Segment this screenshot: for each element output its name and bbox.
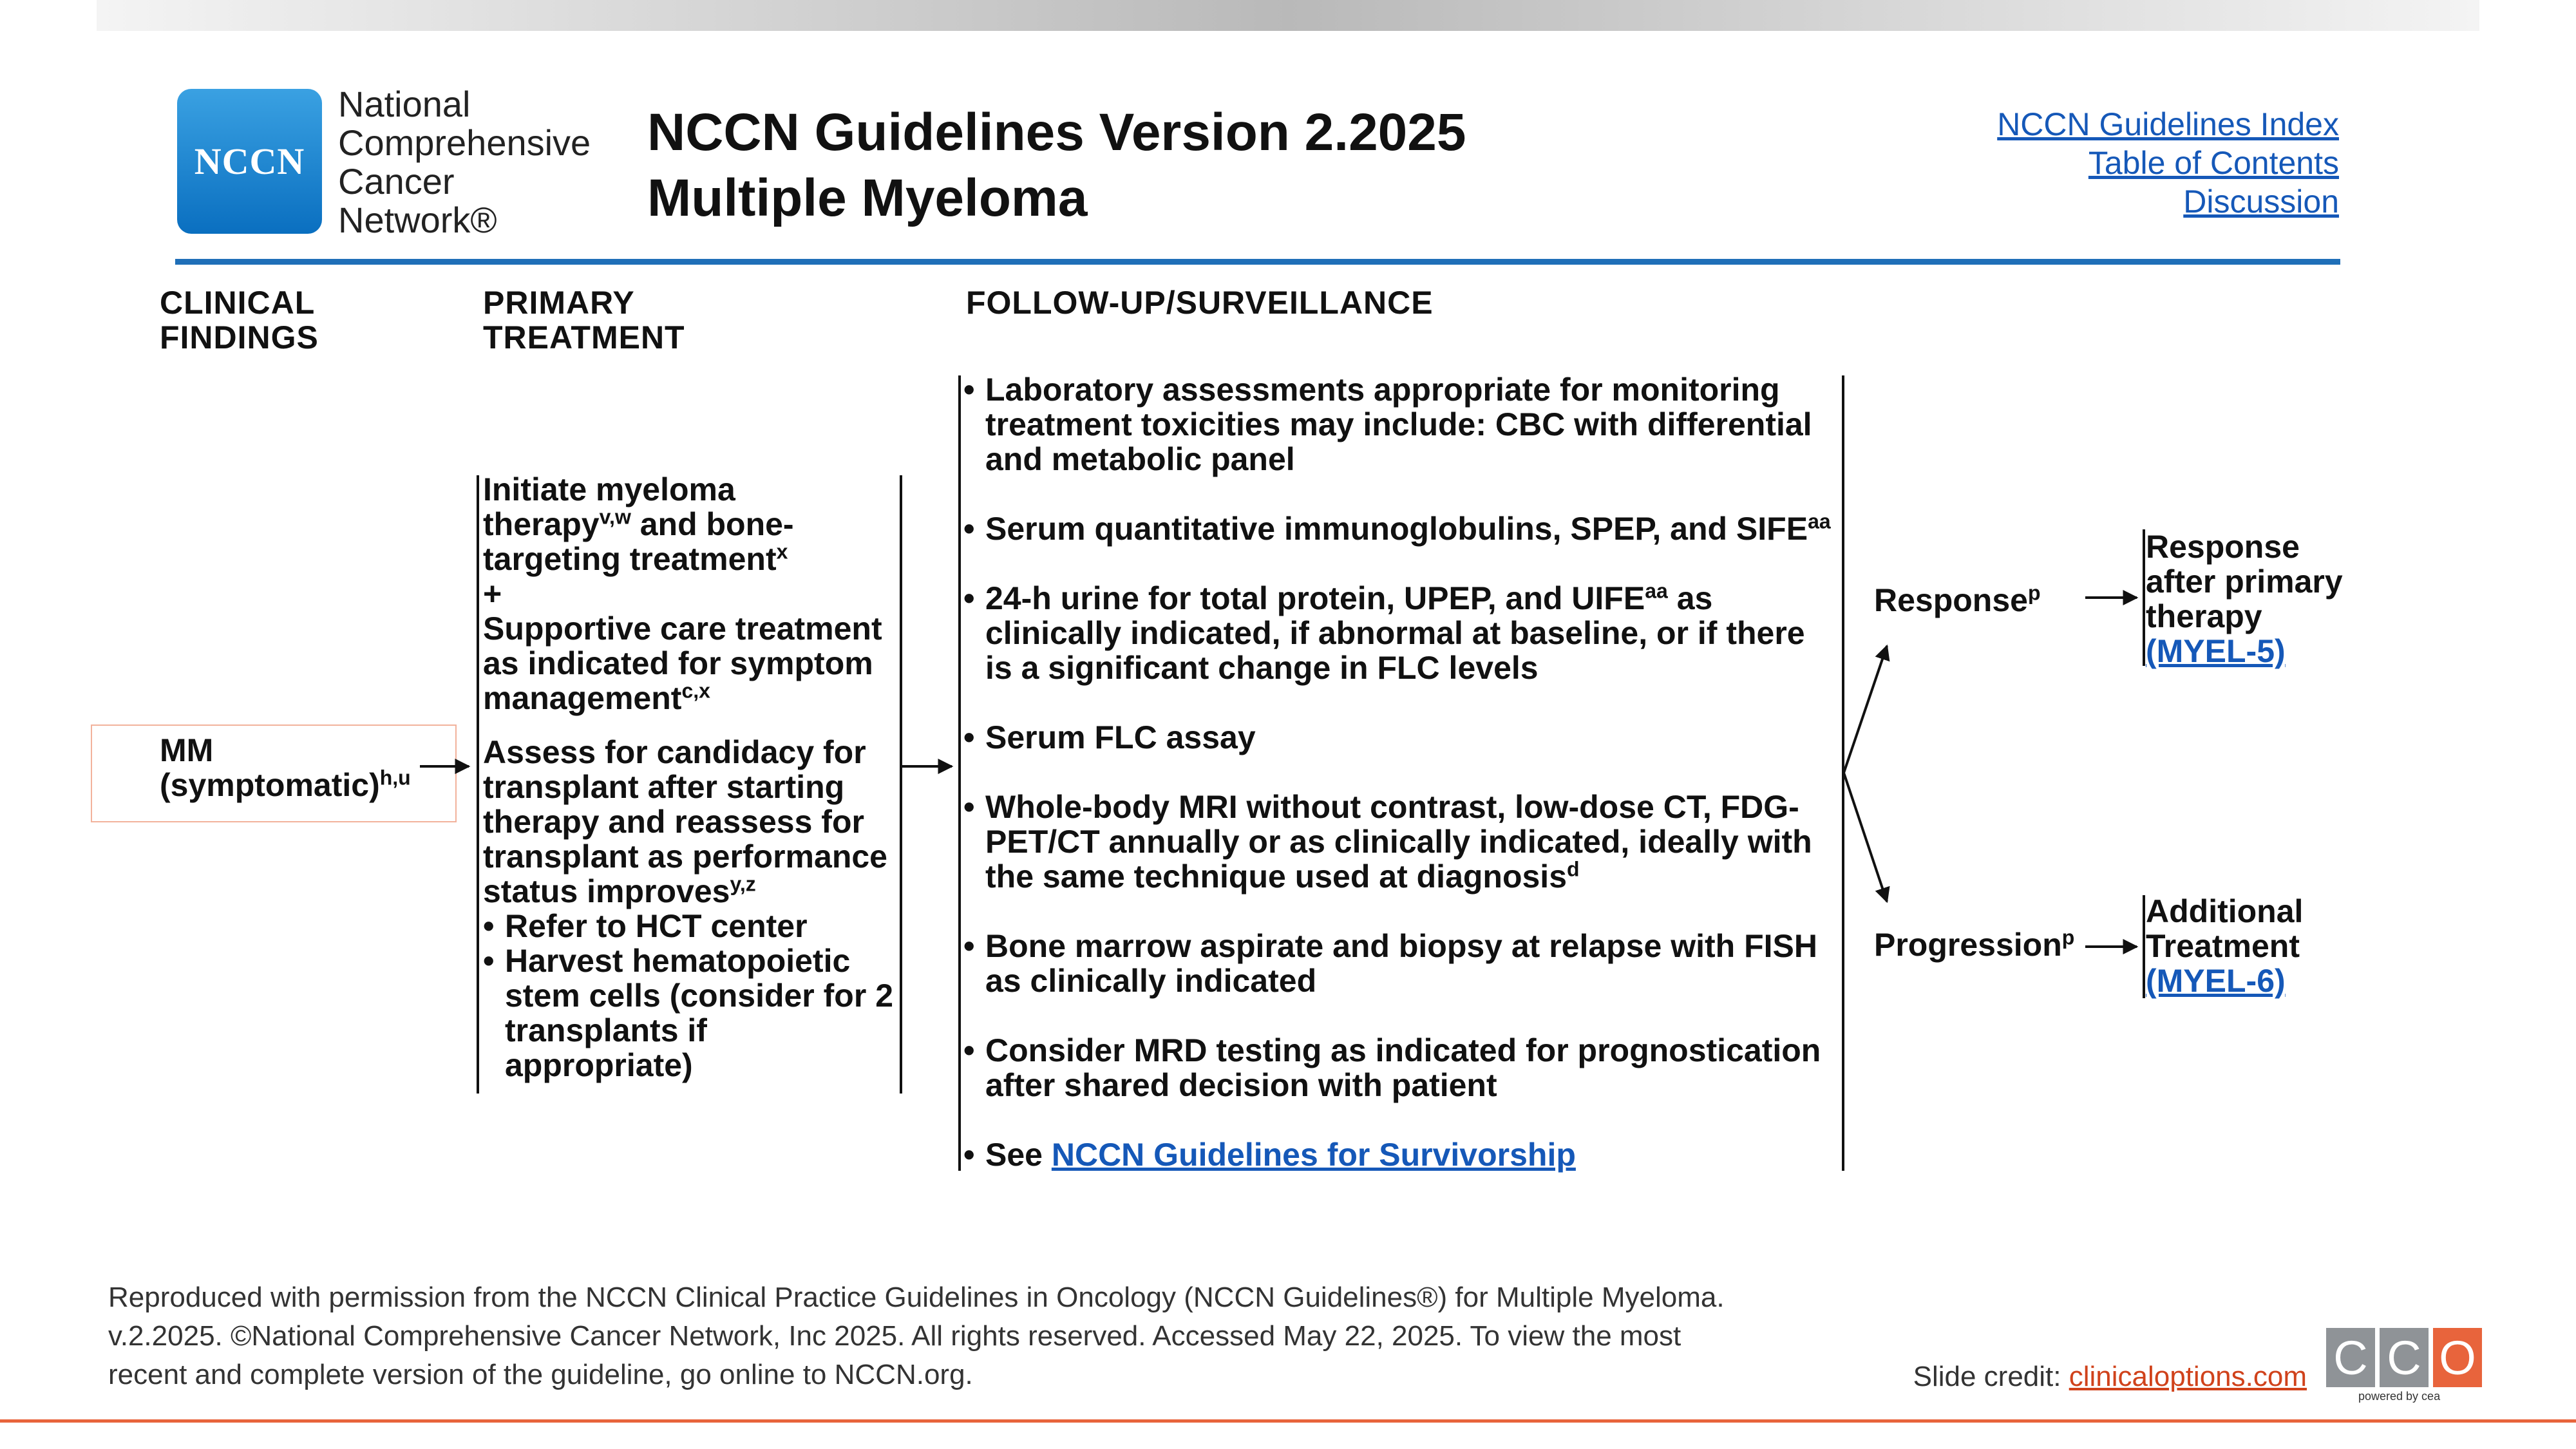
title-line-version: NCCN Guidelines Version 2.2025	[647, 103, 1466, 162]
primary-line: transplant after starting	[483, 769, 845, 805]
followup-text	[963, 372, 1839, 1172]
nccn-logo-text: NCCN	[194, 140, 305, 182]
title-line-disease: Multiple Myeloma	[647, 169, 1088, 227]
primary-line: Assess for candidacy for	[483, 734, 866, 770]
discussion-link[interactable]: Discussion	[2183, 184, 2339, 220]
result-line: Treatment	[2146, 928, 2300, 964]
primary-line: therapy and reassess for	[483, 804, 864, 840]
followup-text-span: Serum quantitative immunoglobulins, SPEP, and SIFE	[985, 511, 1808, 547]
followup-item	[963, 511, 1839, 546]
primary-line: Initiate myeloma	[483, 471, 735, 507]
survivorship-guidelines-link[interactable]: NCCN Guidelines for Survivorship	[1051, 1137, 1576, 1173]
footnote-ref: c,x	[681, 679, 710, 703]
primary-line: as indicated for symptom	[483, 645, 873, 681]
result-line: therapy	[2146, 598, 2262, 634]
heading-line: CLINICAL	[160, 285, 316, 321]
heading-line: PRIMARY	[483, 285, 635, 321]
progression-label: Progression	[1874, 927, 2062, 963]
org-name-line: Comprehensive	[338, 122, 591, 163]
result-line: Additional	[2146, 893, 2304, 929]
followup-item	[963, 1137, 1839, 1172]
footnote-ref: d	[1567, 857, 1580, 881]
footnote-ref: h,u	[379, 766, 411, 790]
followup-item: • Serum FLC assay	[963, 720, 1839, 755]
primary-left-bracket	[477, 475, 479, 1094]
heading-line: FINDINGS	[160, 319, 319, 355]
followup-item	[963, 790, 1839, 894]
primary-text: targeting treatment	[483, 541, 777, 577]
primary-bullets	[483, 909, 895, 1083]
footnote-ref: x	[776, 540, 788, 564]
primary-text: therapy	[483, 506, 600, 542]
primary-line: Supportive care treatment	[483, 611, 882, 647]
permission-line: v.2.2025. ©National Comprehensive Cancer Network, Inc 2025. All rights reserved. Accessed May 22, 2025. To view the most	[108, 1320, 1681, 1352]
progression-node	[1874, 927, 2074, 962]
primary-bullet: • Harvest hematopoietic stem cells (consider for 2 transplants if appropriate)	[483, 943, 895, 1083]
followup-left-bracket	[958, 375, 961, 1171]
followup-text-span: See	[985, 1137, 1052, 1173]
response-label: Response	[1874, 582, 2028, 618]
progression-bracket	[2143, 895, 2145, 998]
followup-item: • Laboratory assessments appropriate for monitoring treatment toxicities may include: CBC with differential and metabolic panel	[963, 372, 1839, 477]
followup-item: • Consider MRD testing as indicated for prognostication after shared decision with patient	[963, 1033, 1839, 1103]
org-name-line: Cancer	[338, 161, 455, 202]
primary-text: status improves	[483, 873, 730, 909]
footnote-ref: aa	[1645, 579, 1668, 603]
primary-line	[483, 542, 895, 576]
permission-line: Reproduced with permission from the NCCN Clinical Practice Guidelines in Oncology (NCCN Guidelines®) for Multiple Myeloma.	[108, 1282, 1725, 1313]
cco-logo-letter: C	[2326, 1328, 2375, 1387]
progression-result	[2146, 894, 2358, 998]
footnote-ref: v,w	[599, 505, 631, 529]
primary-line: transplant as performance	[483, 838, 887, 875]
cco-powered-by: powered by cea	[2358, 1390, 2441, 1403]
cco-logo	[2326, 1328, 2482, 1403]
footnote-ref: p	[2061, 925, 2075, 949]
clinicaloptions-link[interactable]: clinicaloptions.com	[2069, 1361, 2307, 1392]
footnote-ref: p	[2027, 581, 2041, 605]
guidelines-index-link[interactable]: NCCN Guidelines Index	[1997, 106, 2339, 142]
bottom-accent-rule	[0, 1419, 2576, 1423]
heading-line: FOLLOW-UP/SURVEILLANCE	[966, 285, 1434, 321]
table-of-contents-link[interactable]: Table of Contents	[2088, 145, 2339, 181]
primary-right-bracket	[900, 475, 902, 1094]
mm-sub-text: (symptomatic)	[160, 767, 380, 803]
spacer	[483, 715, 895, 735]
followup-item: • Bone marrow aspirate and biopsy at relapse with FISH as clinically indicated	[963, 929, 1839, 998]
followup-text-span: Whole-body MRI without contrast, low-dose CT, FDG-PET/CT annually or as clinically indicated, ideally with the same technique used at diagnosis	[985, 789, 1812, 895]
myel-5-link[interactable]: (MYEL-5)	[2146, 633, 2286, 669]
primary-bullet: • Refer to HCT center	[483, 909, 895, 943]
result-line: Response	[2146, 529, 2300, 565]
response-result	[2146, 529, 2358, 668]
followup-text-span: as clinically indicated, if abnormal at baseline, or if there is a significant change in FLC levels	[985, 580, 1805, 686]
cco-logo-letter: C	[2380, 1328, 2429, 1387]
heading-line: TREATMENT	[483, 319, 685, 355]
footnote-ref: aa	[1808, 509, 1831, 533]
response-bracket	[2143, 529, 2145, 666]
slide-credit	[1913, 1358, 2307, 1396]
permission-notice	[108, 1278, 1847, 1394]
myel-6-link[interactable]: (MYEL-6)	[2146, 963, 2286, 999]
primary-text: and bone-	[630, 506, 794, 542]
result-line: after primary	[2146, 564, 2343, 600]
primary-text: management	[483, 680, 682, 716]
primary-treatment-text	[483, 472, 895, 1083]
primary-line	[483, 681, 895, 715]
primary-plus: +	[483, 576, 502, 612]
followup-right-bracket	[1842, 375, 1844, 1171]
org-name-line: National	[338, 84, 471, 124]
primary-line	[483, 507, 895, 542]
slide-credit-label: Slide credit:	[1913, 1361, 2069, 1392]
arrow-to-response	[1844, 646, 1887, 773]
followup-item	[963, 581, 1839, 685]
followup-bullets	[963, 372, 1839, 1172]
arrow-to-progression	[1844, 773, 1887, 902]
footnote-ref: y,z	[730, 872, 756, 896]
followup-text-span: 24-h urine for total protein, UPEP, and UIFE	[985, 580, 1645, 616]
org-name-line: Network®	[338, 200, 497, 240]
mm-label: MM	[160, 732, 214, 768]
permission-line: recent and complete version of the guideline, go online to NCCN.org.	[108, 1359, 973, 1390]
cco-logo-letter: O	[2433, 1328, 2482, 1387]
response-node	[1874, 583, 2041, 618]
primary-line	[483, 874, 895, 909]
